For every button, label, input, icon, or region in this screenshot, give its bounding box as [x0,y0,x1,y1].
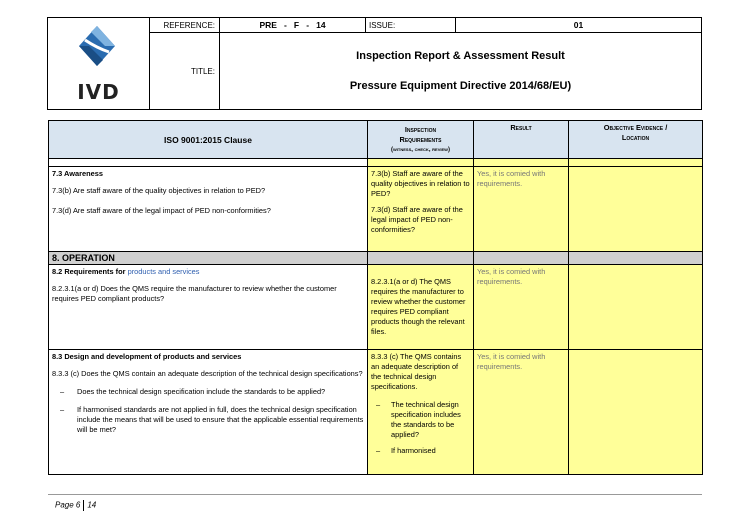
document-title [220,33,702,110]
footer-divider [48,494,702,495]
col-header-clause: ISO 9001:2015 Clause [49,121,368,159]
inspection-header-line2: Requirements [399,134,442,144]
clause-heading-prefix: 8.2 Requirements for [52,267,126,276]
clause-heading: 8.3 Design and development of products and services [52,352,242,361]
inspection-text: 8.2.3.1(a or d) The QMS requires the manufacturer to review whether the customer requires PED compliant products though the relevant files. [371,277,466,336]
evidence-cell [569,265,703,350]
bullet-text: If harmonised [391,446,436,455]
title-label: TITLE: [150,33,220,110]
list-item [371,400,470,440]
list-item [52,387,364,397]
clause-heading [52,267,364,277]
title-line-2: Pressure Equipment Directive 2014/68/EU) [349,80,572,92]
evidence-header-line2: Location [621,133,650,142]
section-title: 8. OPERATION [49,252,368,265]
page-number: Page 6 [55,500,81,510]
clause-heading: 7.3 Awareness [52,169,103,178]
clause-question: 7.3(b) Are staff aware of the quality objectives in relation to PED? [52,186,266,195]
evidence-cell [569,167,703,252]
evidence-header-line1: Objective Evidence / [603,123,668,132]
assessment-table [48,120,703,475]
result-cell: Yes, it is comied with requirements. [474,167,569,252]
table-header-row [49,121,703,159]
logo-text: IVD [77,80,120,104]
page-total: 14 [87,500,97,510]
bullet-text: Does the technical design specification include the standards to be applied? [77,387,326,396]
inspection-header-line1: Inspection [404,124,437,134]
inspection-cell [368,265,474,350]
document-header [47,17,702,110]
bullet-text: The technical design specification includes the standards to be applied? [391,400,461,439]
logo-cell [48,18,150,110]
clause-cell [49,350,368,475]
reference-value: PRE - F - 14 [220,18,366,33]
clause-cell [49,167,368,252]
spacer-row [49,159,703,167]
table-row [49,265,703,350]
bullet-text: If harmonised standards are not applied in full, does the technical design specification include the means that will be used to ensure that the applicable essential requirements will be met? [77,405,364,434]
footer-separator [83,500,84,511]
inspection-header-line3: (witness, check, review) [391,146,450,153]
evidence-cell [569,350,703,475]
inspection-text: 7.3(b) Staff are aware of the quality objectives in relation to PED? [371,169,470,198]
inspection-text: 8.3.3 (c) The QMS contains an adequate description of the technical design specifications. [371,352,462,391]
bullet-dash: – [60,405,65,414]
col-header-evidence [569,121,703,159]
list-item [52,405,364,435]
title-line-1: Inspection Report & Assessment Result [356,50,565,62]
table-row [49,167,703,252]
bullet-dash: – [376,446,381,455]
reference-label: REFERENCE: [150,18,220,33]
inspection-cell [368,167,474,252]
clause-heading-link[interactable]: products and services [127,267,200,276]
result-cell: Yes, it is comied with requirements. [474,265,569,350]
col-header-inspection [368,121,474,159]
list-item [371,446,470,456]
issue-label: ISSUE: [366,18,456,33]
bullet-dash: – [376,400,381,409]
clause-question: 7.3(d) Are staff aware of the legal impact of PED non-conformities? [52,206,271,215]
issue-value: 01 [456,18,702,33]
clause-question: 8.3.3 (c) Does the QMS contain an adequate description of the technical design specifications? [52,369,363,378]
result-cell: Yes, it is comied with requirements. [474,350,569,475]
inspection-cell [368,350,474,475]
bullet-dash: – [60,387,65,396]
table-row [49,350,703,475]
col-header-result: Result [474,121,569,159]
section-row [49,252,703,265]
inspection-text: 7.3(d) Staff are aware of the legal impact of PED non-conformities? [371,205,463,234]
clause-question: 8.2.3.1(a or d) Does the QMS require the manufacturer to review whether the customer requires PED compliant products? [52,284,337,303]
page-footer [55,500,96,511]
ivd-logo-icon [79,26,115,66]
clause-cell [49,265,368,350]
